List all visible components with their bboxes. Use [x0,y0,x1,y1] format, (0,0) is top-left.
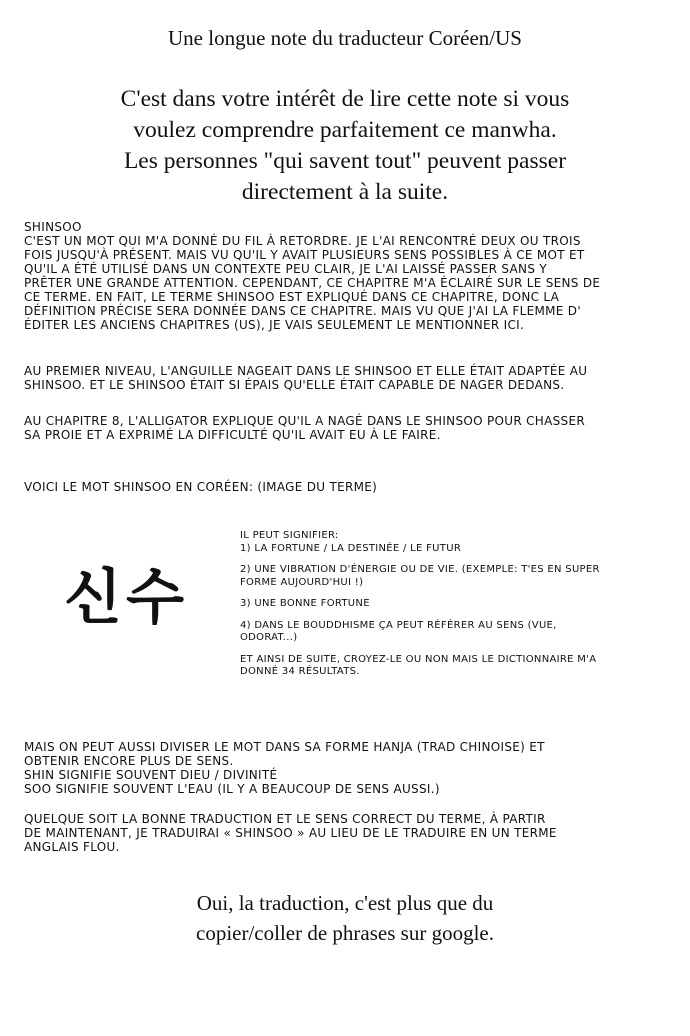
text-line: PRÊTER UNE GRANDE ATTENTION. CEPENDANT, CE CHAPITRE M'A ÉCLAIRÉ SUR LE SENS DE [24,276,601,290]
text-line: ÉDITER LES ANCIENS CHAPITRES (US), JE VAIS SEULEMENT LE MENTIONNER ICI. [24,318,525,332]
chapter8-paragraph [24,414,674,442]
intro-line: voulez comprendre parfaitement ce manwha. [133,117,557,143]
conclusion-paragraph [24,812,674,854]
text-line: 4) DANS LE BOUDDHISME ÇA PEUT RÉFÉRER AU SENS (VUE, [240,619,557,631]
text-line: QUELQUE SOIT LA BONNE TRADUCTION ET LE SENS CORRECT DU TERME, À PARTIR [24,812,546,826]
text-line: VOICI LE MOT SHINSOO EN CORÉEN: (IMAGE DU TERME) [24,480,378,494]
intro-paragraph [0,84,690,208]
meaning-item [240,530,680,555]
page-title: Une longue note du traducteur Coréen/US [168,26,522,50]
shinsoo-section [24,220,674,332]
text-line: FOIS JUSQU'À PRÉSENT. MAIS VU QU'IL Y AVAIT PLUSIEURS SENS POSSIBLES À CE MOT ET [24,248,585,262]
text-line: ET AINSI DE SUITE, CROYEZ-LE OU NON MAIS LE DICTIONNAIRE M'A [240,653,597,665]
text-line: DONNÉ 34 RÉSULTATS. [240,666,360,677]
meaning-item [240,564,680,589]
intro-line: directement à la suite. [241,179,449,205]
text-line: SHINSOO. ET LE SHINSOO ÉTAIT SI ÉPAIS QU'ELLE ÉTAIT CAPABLE DE NAGER DEDANS. [24,378,565,392]
text-line: DE MAINTENANT, JE TRADUIRAI « SHINSOO » AU LIEU DE LE TRADUIRE EN UN TERME [24,826,557,840]
text-line: 3) UNE BONNE FORTUNE [240,598,370,609]
text-line: 2) UNE VIBRATION D'ÉNERGIE OU DE VIE. (EXEMPLE: T'ES EN SUPER [240,564,600,575]
text-line: ODORAT...) [240,632,298,643]
text-line: IL PEUT SIGNIFIER: [240,530,339,541]
text-line: FORME AUJOURD'HUI !) [240,576,364,588]
meaning-item [240,598,680,611]
outro-line: Oui, la traduction, c'est plus que du [196,891,494,915]
section-heading: SHINSOO [24,220,82,234]
text-line: SHIN SIGNIFIE SOUVENT DIEU / DIVINITÉ [24,768,278,782]
text-line: AU CHAPITRE 8, L'ALLIGATOR EXPLIQUE QU'IL A NAGÉ DANS LE SHINSOO POUR CHASSER [24,414,585,428]
intro-line: C'est dans votre intérêt de lire cette note si vous [120,86,570,112]
text-line: C'EST UN MOT QUI M'A DONNÉ DU FIL À RETORDRE. JE L'AI RENCONTRÉ DEUX OU TROIS [24,234,581,248]
text-line: QU'IL A ÉTÉ UTILISÉ DANS UN CONTEXTE PEU CLAIR, JE L'AI LAISSÉ PASSER SANS Y [24,262,547,276]
text-line: ANGLAIS FLOU. [24,840,120,854]
text-line: CE TERME. EN FAIT, LE TERME SHINSOO EST EXPLIQUÉ DANS CE CHAPITRE, DONC LA [24,290,560,304]
hanja-paragraph [24,740,674,796]
text-line: 1) LA FORTUNE / LA DESTINÉE / LE FUTUR [240,542,462,554]
text-line: SA PROIE ET A EXPRIMÉ LA DIFFICULTÉ QU'IL AVAIT EU À LE FAIRE. [24,428,441,442]
korean-word-image: 신수 [64,563,188,633]
outro-line: copier/coller de phrases sur google. [196,921,494,945]
outro-paragraph [0,888,690,948]
level1-paragraph [24,364,674,392]
meaning-item [240,654,680,679]
text-line: MAIS ON PEUT AUSSI DIVISER LE MOT DANS SA FORME HANJA (TRAD CHINOISE) ET [24,740,545,754]
intro-line: Les personnes "qui savent tout" peuvent passer [123,148,567,174]
text-line: OBTENIR ENCORE PLUS DE SENS. [24,754,234,768]
korean-word-label [24,480,674,494]
text-line: DÉFINITION PRÉCISE SERA DONNÉE DANS CE CHAPITRE. MAIS VU QUE J'AI LA FLEMME D' [24,304,581,318]
text-line: SOO SIGNIFIE SOUVENT L'EAU (IL Y A BEAUCOUP DE SENS AUSSI.) [24,782,440,796]
meanings-list [240,530,680,688]
text-line: AU PREMIER NIVEAU, L'ANGUILLE NAGEAIT DANS LE SHINSOO ET ELLE ÉTAIT ADAPTÉE AU [24,364,588,378]
meaning-item [240,620,680,645]
